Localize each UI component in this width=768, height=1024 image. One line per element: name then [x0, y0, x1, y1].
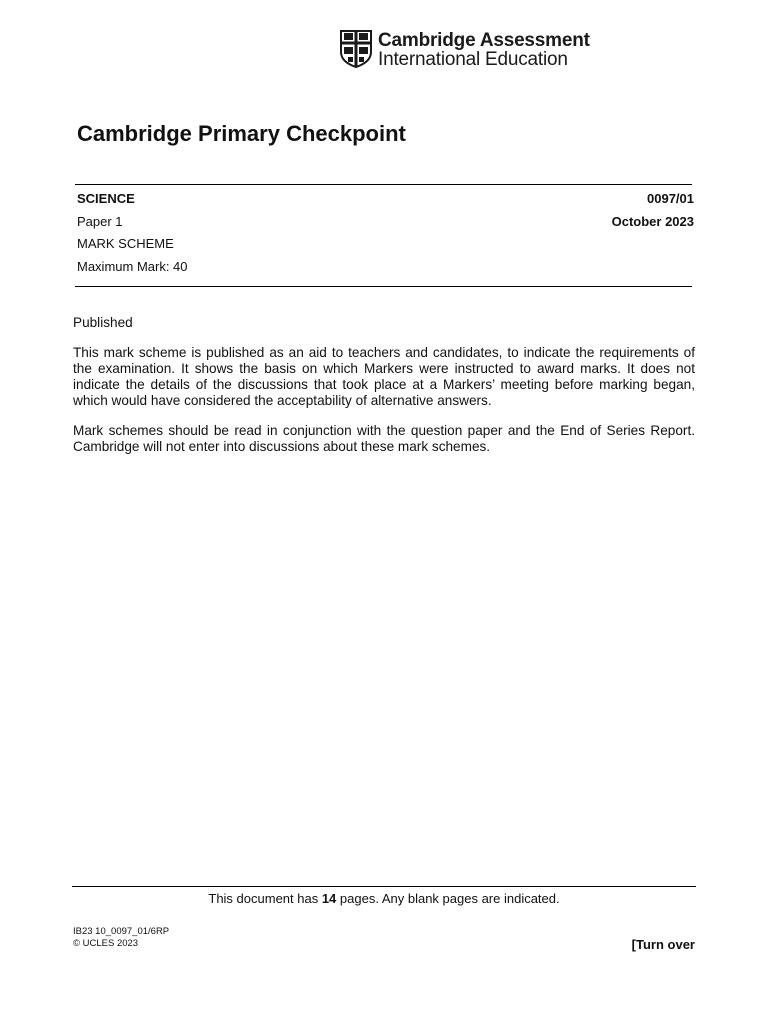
paragraph-conjunction: Mark schemes should be read in conjunction with the question paper and the End of Series Report. Cambridge will not enter into discussions about these mark schemes.: [73, 423, 695, 454]
exam-date: October 2023: [611, 214, 694, 229]
maximum-mark: Maximum Mark: 40: [77, 259, 188, 274]
copyright-notice: © UCLES 2023: [73, 938, 139, 949]
paper-code: 0097/01: [647, 191, 694, 206]
paper-number: Paper 1: [77, 214, 123, 229]
page-count-note: [72, 891, 696, 906]
turn-over-label: [Turn over: [631, 937, 695, 952]
paragraph-intro: This mark scheme is published as an aid to teachers and candidates, to indicate the requirements of the examination. It shows the basis on which Markers were instructed to award marks. It does not indicate the details of the discussions that took place at a Markers’ meeting before marking began, which would have considered the acceptability of alternative answers.: [73, 345, 695, 408]
document-title: Cambridge Primary Checkpoint: [77, 121, 406, 146]
page-count-value: 14: [321, 891, 337, 906]
page-count-suffix: pages. Any blank pages are indicated.: [336, 891, 560, 906]
document-reference: IB23 10_0097_01/6RP: [73, 926, 170, 937]
document-type: MARK SCHEME: [77, 236, 174, 251]
footer-divider: [72, 886, 696, 887]
published-status: Published: [73, 315, 133, 330]
logo-line-1: Cambridge Assessment: [378, 30, 590, 51]
page-count-prefix: This document has: [208, 891, 322, 906]
divider-bottom: [75, 286, 692, 287]
logo-line-2: International Education: [378, 49, 568, 70]
cambridge-crest-icon: [340, 30, 372, 68]
divider-top: [75, 184, 692, 185]
subject-label: SCIENCE: [77, 191, 135, 206]
